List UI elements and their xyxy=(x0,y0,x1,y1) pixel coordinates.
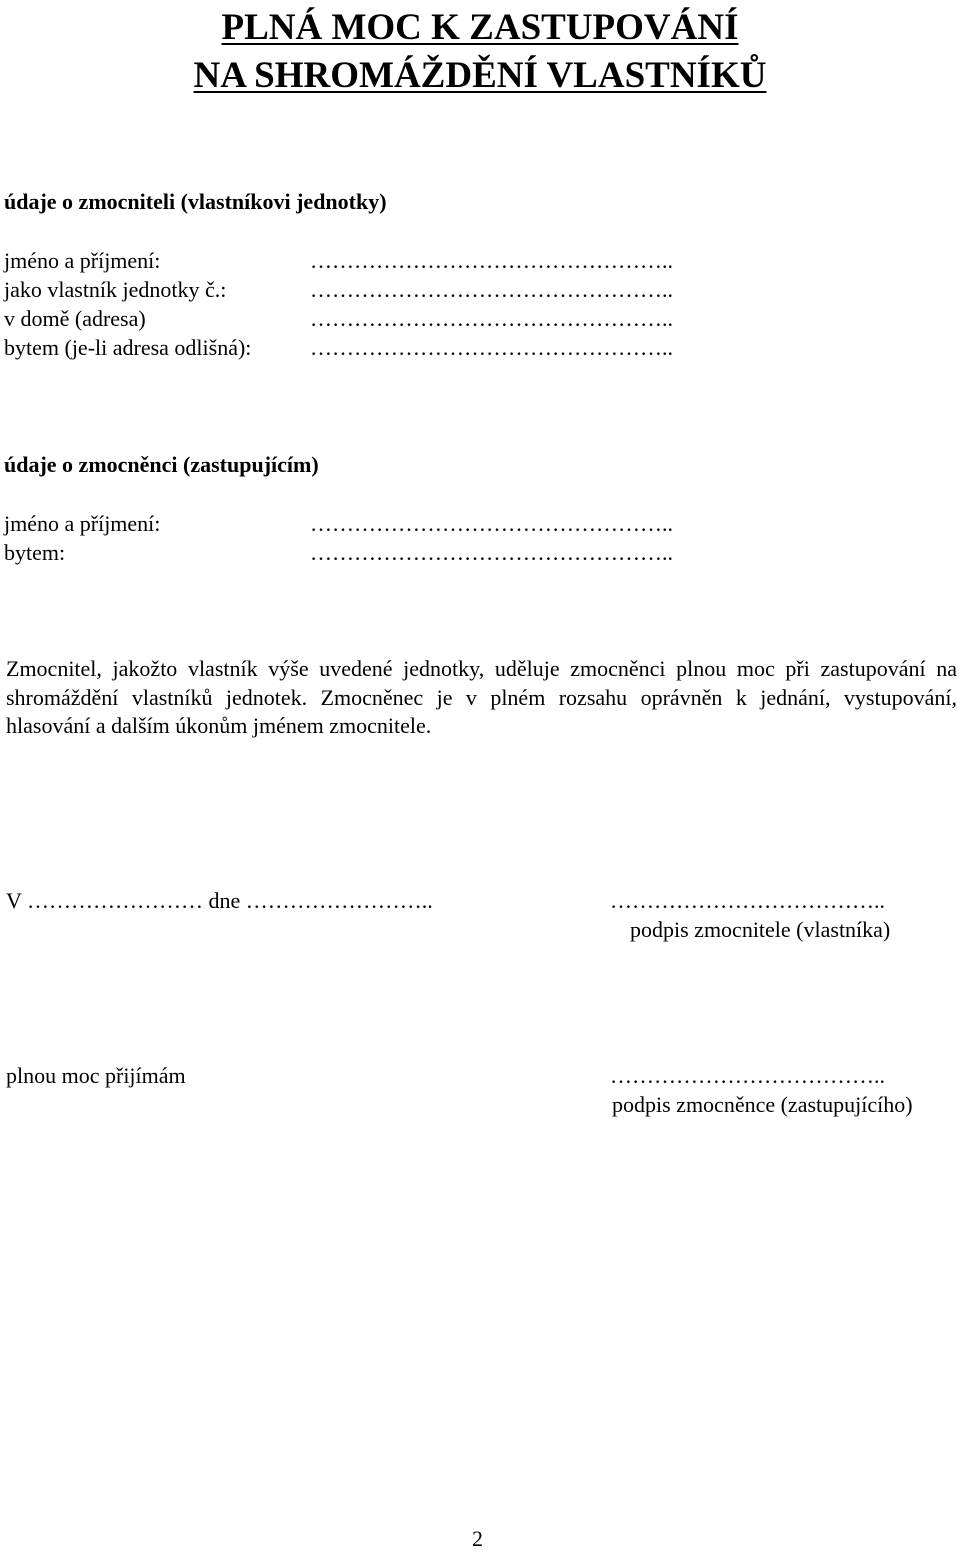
place-field[interactable]: …………………… xyxy=(27,888,203,913)
principal-address-field[interactable]: ………………………………………….. xyxy=(310,306,673,331)
principal-unit-field[interactable]: ………………………………………….. xyxy=(310,277,673,302)
acceptance-label: plnou moc přijímám xyxy=(6,1063,186,1088)
principal-name-label: jméno a příjmení: xyxy=(4,248,161,273)
date-label: dne xyxy=(208,888,241,913)
place-label: V xyxy=(6,888,22,913)
page-number: 2 xyxy=(472,1526,483,1551)
agent-signature-field[interactable]: ……………………………….. xyxy=(610,1063,885,1088)
date-field[interactable]: …………………….. xyxy=(245,888,433,913)
authorization-paragraph: Zmocnitel, jakožto vlastník výše uvedené jednotky, uděluje zmocněnci plnou moc při zastupování na shromáždění vlastníků jednotek. Zmocněnec je v plném rozsahu oprávněn k jednání, vystupování, hlasování a dalším úkonům jménem zmocnitele. xyxy=(6,656,957,739)
place-date-line xyxy=(6,887,433,915)
agent-name-label: jméno a příjmení: xyxy=(4,511,161,536)
principal-signature-caption: podpis zmocnitele (vlastníka) xyxy=(630,917,891,942)
document-title-line-1: PLNÁ MOC K ZASTUPOVÁNÍ xyxy=(221,7,739,48)
agent-signature-caption: podpis zmocněnce (zastupujícího) xyxy=(612,1092,913,1117)
principal-residence-field[interactable]: ………………………………………….. xyxy=(310,335,673,360)
agent-section-heading: údaje o zmocněnci (zastupujícím) xyxy=(4,452,319,477)
principal-name-field[interactable]: ………………………………………….. xyxy=(310,248,673,273)
document-title-line-2: NA SHROMÁŽDĚNÍ VLASTNÍKŮ xyxy=(193,55,767,96)
agent-residence-label: bytem: xyxy=(4,540,66,565)
principal-section-heading: údaje o zmocniteli (vlastníkovi jednotky) xyxy=(4,189,387,214)
agent-name-field[interactable]: ………………………………………….. xyxy=(310,511,673,536)
principal-residence-label: bytem (je-li adresa odlišná): xyxy=(4,335,252,360)
principal-address-label: v domě (adresa) xyxy=(4,306,146,331)
principal-signature-field[interactable]: ……………………………….. xyxy=(610,888,885,913)
agent-residence-field[interactable]: ………………………………………….. xyxy=(310,540,673,565)
principal-unit-label: jako vlastník jednotky č.: xyxy=(4,277,227,302)
